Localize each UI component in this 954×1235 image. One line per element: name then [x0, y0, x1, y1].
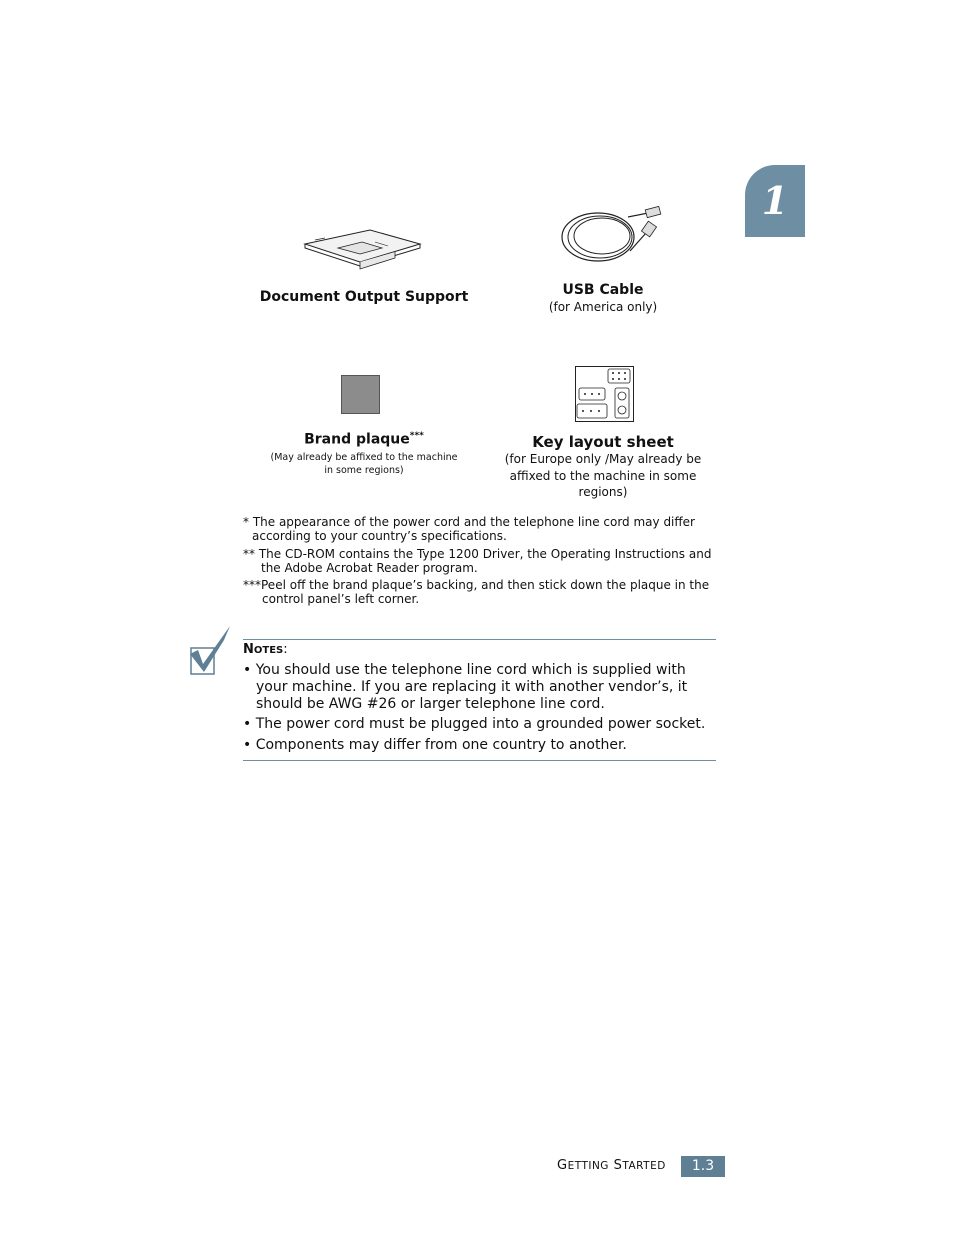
notes-heading	[243, 642, 288, 657]
footer-initial-1: G	[557, 1158, 568, 1173]
chapter-tab	[745, 165, 805, 237]
note-bullet-1-line3: should be AWG #26 or larger telephone line cord.	[256, 696, 605, 712]
footnote-3-line2: control panel’s left corner.	[262, 592, 420, 606]
item-title-usb-cable: USB Cable	[562, 282, 644, 298]
item-subtitle-usb-cable: (for America only)	[548, 300, 658, 314]
footer-rest-1: ETTING	[567, 1160, 609, 1172]
brand-plaque-illustration	[341, 375, 380, 414]
footnote-3-line1: ***Peel off the brand plaque’s backing, and then stick down the plaque in the	[243, 578, 710, 592]
item-subtitle-brand-plaque-line1: (May already be affixed to the machine	[270, 452, 458, 463]
checkmark-note-icon	[188, 624, 234, 676]
footnote-2-line2: the Adobe Acrobat Reader program.	[261, 561, 478, 575]
footer-rest-2: TARTED	[622, 1160, 666, 1172]
footer-section-title	[557, 1158, 666, 1173]
key-layout-sheet-illustration	[575, 366, 635, 422]
item-subtitle-key-layout-line3: regions)	[578, 485, 628, 499]
note-bullet-3: • Components may differ from one country to another.	[243, 737, 627, 753]
footnote-2-line1: ** The CD-ROM contains the Type 1200 Driver, the Operating Instructions and	[243, 547, 712, 561]
notes-heading-initial: N	[243, 642, 254, 657]
notes-bottom-rule	[243, 760, 716, 761]
notes-heading-colon: :	[283, 642, 288, 657]
footnote-1-line2: according to your country’s specifications.	[252, 529, 507, 543]
footnote-1-line1: * The appearance of the power cord and the telephone line cord may differ	[243, 515, 695, 529]
notes-top-rule	[243, 639, 716, 640]
usb-cable-illustration	[558, 203, 668, 265]
item-title-key-layout-sheet: Key layout sheet	[532, 433, 674, 451]
note-bullet-1-line2: your machine. If you are replacing it with another vendor’s, it	[256, 679, 688, 695]
document-output-support-illustration	[300, 222, 425, 272]
brand-plaque-superscript: ***	[409, 431, 424, 441]
item-title-document-output-support: Document Output Support	[259, 289, 469, 305]
item-subtitle-key-layout-line2: affixed to the machine in some	[509, 469, 697, 483]
brand-plaque-title-text: Brand plaque	[304, 431, 410, 448]
item-title-brand-plaque	[250, 431, 478, 448]
item-subtitle-key-layout-line1: (for Europe only /May already be	[504, 452, 702, 466]
notes-heading-rest: OTES	[253, 645, 284, 656]
footer-initial-2: S	[613, 1158, 623, 1173]
page-number: 1.3	[681, 1156, 725, 1177]
item-subtitle-brand-plaque-line2: in some regions)	[324, 465, 404, 476]
note-bullet-2: • The power cord must be plugged into a grounded power socket.	[243, 716, 706, 732]
chapter-number: 1	[761, 178, 789, 223]
note-bullet-1-line1: • You should use the telephone line cord which is supplied with	[243, 662, 686, 678]
